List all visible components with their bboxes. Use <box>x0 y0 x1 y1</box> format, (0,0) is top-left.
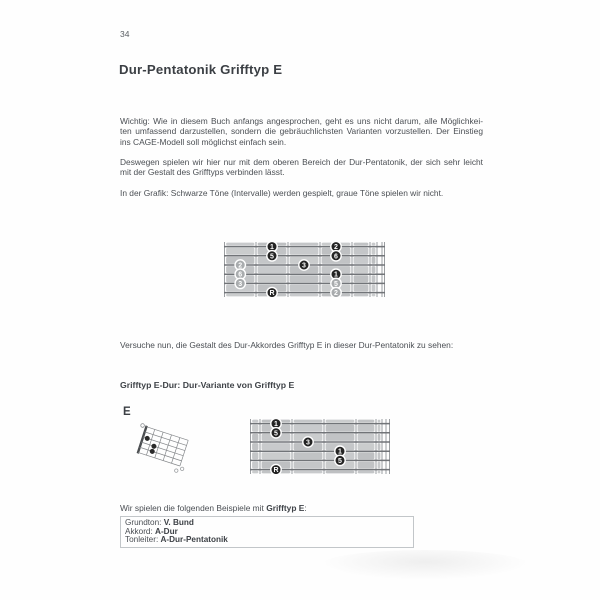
info-label: Grundton: <box>125 518 164 527</box>
fretboard-cell <box>262 452 291 459</box>
lead-text: Wir spielen die folgenden Beispiele mit <box>120 503 267 513</box>
fretboard-cell <box>372 285 376 292</box>
note-marker-played <box>299 260 309 270</box>
info-label: Akkord: <box>125 526 156 536</box>
fretboard-cell <box>372 275 376 282</box>
fretboard-cell <box>354 248 369 255</box>
fretboard-cell <box>252 434 258 441</box>
svg-text:1: 1 <box>338 448 342 456</box>
intro-paragraph-3 <box>120 188 483 198</box>
lead-suffix: : <box>304 503 307 513</box>
fretboard-cell <box>378 443 381 450</box>
note-marker-played <box>331 251 341 261</box>
note-marker-muted <box>331 287 341 297</box>
fretboard-cell <box>294 425 323 432</box>
svg-text:R: R <box>269 290 275 297</box>
svg-text:1: 1 <box>274 421 278 429</box>
open-string-icon <box>180 467 184 471</box>
svg-text:2: 2 <box>334 244 338 252</box>
fretboard-cell <box>290 248 319 255</box>
fretboard-cell <box>290 294 319 297</box>
info-row-tonleiter <box>125 536 409 545</box>
fretboard-cell <box>294 462 323 469</box>
fretboard-cell <box>262 443 291 450</box>
fretboard-cell <box>294 471 323 474</box>
fretboard-cell <box>378 420 381 423</box>
svg-text:6: 6 <box>334 253 338 261</box>
fretboard-cell <box>326 434 355 441</box>
examples-lead <box>120 503 307 513</box>
page-number: 34 <box>120 29 130 39</box>
info-value: A-Dur-Pentatonik <box>160 535 228 545</box>
text-line: ten umfassend darzustellen, sondern die gebräuchlichsten Varianten vorzustellen. Der Einstieg <box>120 126 483 137</box>
fretboard-cell <box>378 471 381 474</box>
svg-text:6: 6 <box>238 271 243 279</box>
fretboard-svg <box>224 242 385 297</box>
fretboard-cell <box>290 243 319 246</box>
svg-text:5: 5 <box>274 430 278 438</box>
note-marker-played <box>303 437 313 447</box>
chord-grid-svg <box>124 413 203 488</box>
fretboard-cell <box>358 434 375 441</box>
fretboard-cell <box>252 420 258 423</box>
fretboard-cell <box>290 275 319 282</box>
svg-text:1: 1 <box>334 271 338 279</box>
intro-paragraph-1 <box>120 116 483 147</box>
text-line: Wichtig: Wie in diesem Buch anfangs angesprochen, geht es uns nicht darum, alle Möglichkei- <box>120 116 483 126</box>
fretboard-cell <box>326 425 355 432</box>
chord-name-label: E <box>123 406 131 418</box>
fretboard-cell <box>294 452 323 459</box>
svg-text:2: 2 <box>334 290 338 297</box>
fretboard-cell <box>372 257 376 264</box>
fretboard-cell <box>378 462 381 469</box>
fretboard-cell <box>226 248 254 255</box>
fretboard-cell <box>258 266 287 273</box>
fretboard-diagram-chord-tones <box>250 419 390 479</box>
fretboard-cell <box>372 248 376 255</box>
fretboard-cell <box>354 294 369 297</box>
fretboard-svg <box>250 419 390 474</box>
fretboard-cell <box>354 285 369 292</box>
fretboard-cell <box>358 462 375 469</box>
fretboard-cell <box>252 443 258 450</box>
fretboard-cell <box>378 434 381 441</box>
fretboard-cell <box>372 266 376 273</box>
svg-text:5: 5 <box>334 280 338 288</box>
fretboard-cell <box>252 462 258 469</box>
open-string-icon <box>174 468 178 472</box>
fretboard-cell <box>378 425 381 432</box>
fretboard-cell <box>226 243 254 246</box>
chord-grid-diagram <box>124 413 203 488</box>
svg-text:5: 5 <box>338 457 342 465</box>
note-marker-played <box>267 251 277 261</box>
svg-text:5: 5 <box>270 253 274 261</box>
intro-paragraph-2 <box>120 157 483 178</box>
page-curl-shadow <box>320 550 530 580</box>
lead-bold-text: Grifftyp E <box>266 503 305 513</box>
middle-paragraph <box>120 340 483 350</box>
examples-info-box <box>120 516 414 548</box>
info-value: A-Dur <box>155 526 178 536</box>
page-title: Dur-Pentatonik Grifftyp E <box>119 62 283 77</box>
fretboard-cell <box>290 285 319 292</box>
fretboard-cell <box>294 420 323 423</box>
fretboard-cell <box>354 266 369 273</box>
svg-text:R: R <box>273 467 279 474</box>
fretboard-cell <box>378 452 381 459</box>
fretboard-diagram-pentatonic <box>224 242 385 302</box>
fretboard-cell <box>252 452 258 459</box>
text-line: Deswegen spielen wir hier nur mit dem oberen Bereich der Dur-Pentatonik, der sich sehr leicht <box>120 157 483 167</box>
fretboard-cell <box>358 420 375 423</box>
note-marker-played <box>267 287 277 297</box>
info-label: Tonleiter: <box>125 535 161 545</box>
open-string-icon <box>140 423 145 428</box>
fretboard-cell <box>354 243 369 246</box>
fretboard-cell <box>358 452 375 459</box>
note-marker-played <box>271 464 281 474</box>
fretboard-cell <box>258 275 287 282</box>
svg-text:2: 2 <box>238 262 243 270</box>
fretboard-cell <box>252 471 258 474</box>
fretboard-cell <box>358 443 375 450</box>
fretboard-cell <box>226 294 254 297</box>
svg-text:3: 3 <box>302 262 306 270</box>
fretboard-cell <box>358 425 375 432</box>
fretboard-cell <box>372 243 376 246</box>
section-heading: Grifftyp E-Dur: Dur-Variante von Grifftyp E <box>120 380 295 390</box>
info-value: V. Bund <box>163 518 194 527</box>
svg-text:3: 3 <box>238 280 243 288</box>
text-line: Versuche nun, die Gestalt des Dur-Akkordes Grifftyp E in dieser Dur-Pentatonik zu sehen: <box>120 340 454 350</box>
fretboard-cell <box>326 420 355 423</box>
svg-text:3: 3 <box>306 439 310 447</box>
fretboard-cell <box>252 425 258 432</box>
svg-text:1: 1 <box>270 244 274 252</box>
fretboard-cell <box>354 257 369 264</box>
text-line: In der Grafik: Schwarze Töne (Intervalle) werden gespielt, graue Töne spielen wir nicht. <box>120 188 444 198</box>
text-line: mit der Gestalt des Grifftyps verbinden lässt. <box>120 167 285 178</box>
note-marker-muted <box>235 278 245 288</box>
text-line: ins CAGE-Modell soll möglichst einfach sein. <box>120 136 287 147</box>
fretboard-cell <box>358 471 375 474</box>
note-marker-played <box>335 455 345 465</box>
fretboard-cell <box>372 294 376 297</box>
fretboard-cell <box>354 275 369 282</box>
note-marker-played <box>271 428 281 438</box>
fretboard-cell <box>326 471 355 474</box>
